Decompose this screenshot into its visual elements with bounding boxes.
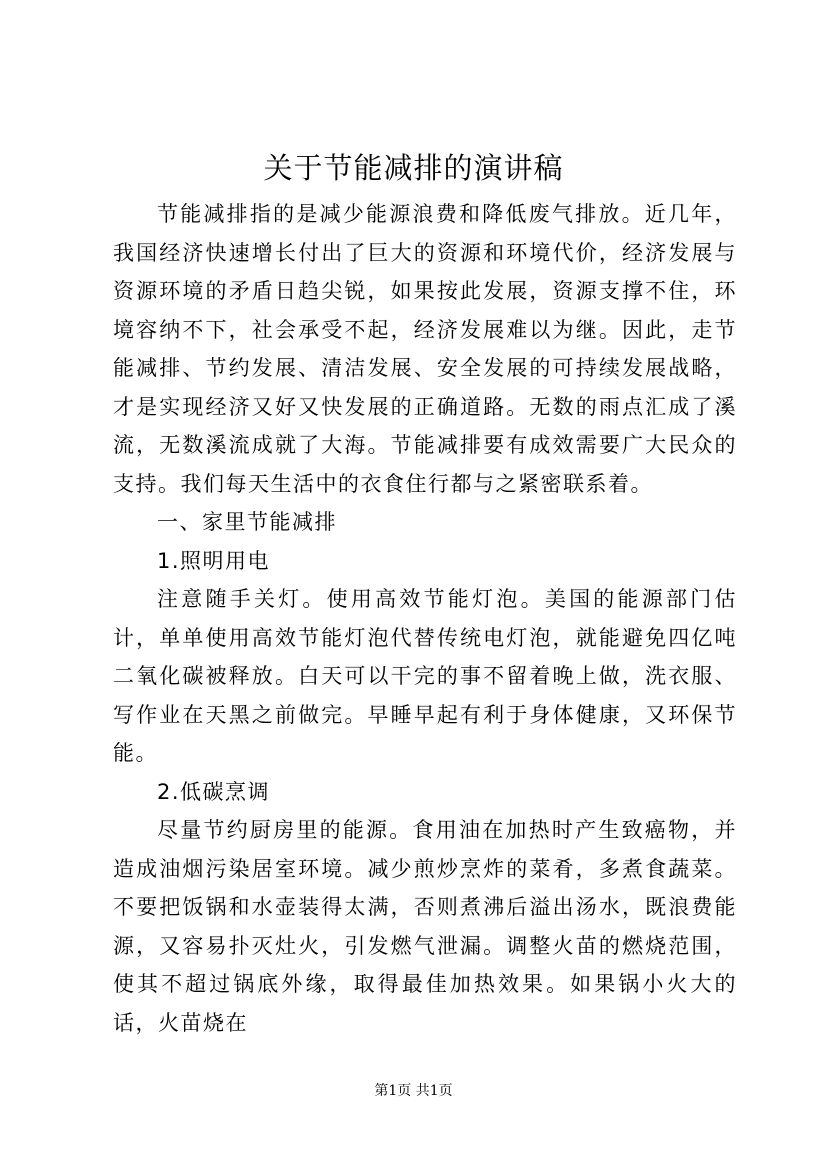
page-footer: 第1页 共1页 <box>374 1083 453 1099</box>
document-body <box>113 195 737 1042</box>
document-title: 关于节能减排的演讲稿 <box>263 151 564 185</box>
subheading-cooking: 2.低碳烹调 <box>157 779 271 804</box>
paragraph-intro: 节能减排指的是减少能源浪费和降低废气排放。近几年，我国经济快速增长付出了巨大的资源和环境代价，经济发展与资源环境的矛盾日趋尖锐，如果按此发展，资源支撑不住，环境容纳不下，社会承受不起，经济发展难以为继。因此，走节能减排、节约发展、清洁发展、安全发展的可持续发展战略，才是实现经济又好又快发展的正确道路。无数的雨点汇成了溪流，无数溪流成就了大海。节能减排要有成效需要广大民众的支持。我们每天生活中的衣食住行都与之紧密联系着。 <box>113 202 737 496</box>
paragraph-lighting: 注意随手关灯。使用高效节能灯泡。美国的能源部门估计，单单使用高效节能灯泡代替传统电灯泡，就能避免四亿吨二氧化碳被释放。白天可以干完的事不留着晚上做，洗衣服、写作业在天黑之前做完。早睡早起有利于身体健康，又环保节能。 <box>113 587 737 765</box>
subheading-lighting: 1.照明用电 <box>157 548 271 573</box>
paragraph-cooking: 尽量节约厨房里的能源。食用油在加热时产生致癌物，并造成油烟污染居室环境。减少煎炒烹炸的菜肴，多煮食蔬菜。不要把饭锅和水壶装得太满，否则煮沸后溢出汤水，既浪费能源，又容易扑灭灶火，引发燃气泄漏。调整火苗的燃烧范围，使其不超过锅底外缘，取得最佳加热效果。如果锅小火大的话，火苗烧在 <box>113 818 737 1035</box>
section-heading-home: 一、家里节能减排 <box>157 510 337 534</box>
